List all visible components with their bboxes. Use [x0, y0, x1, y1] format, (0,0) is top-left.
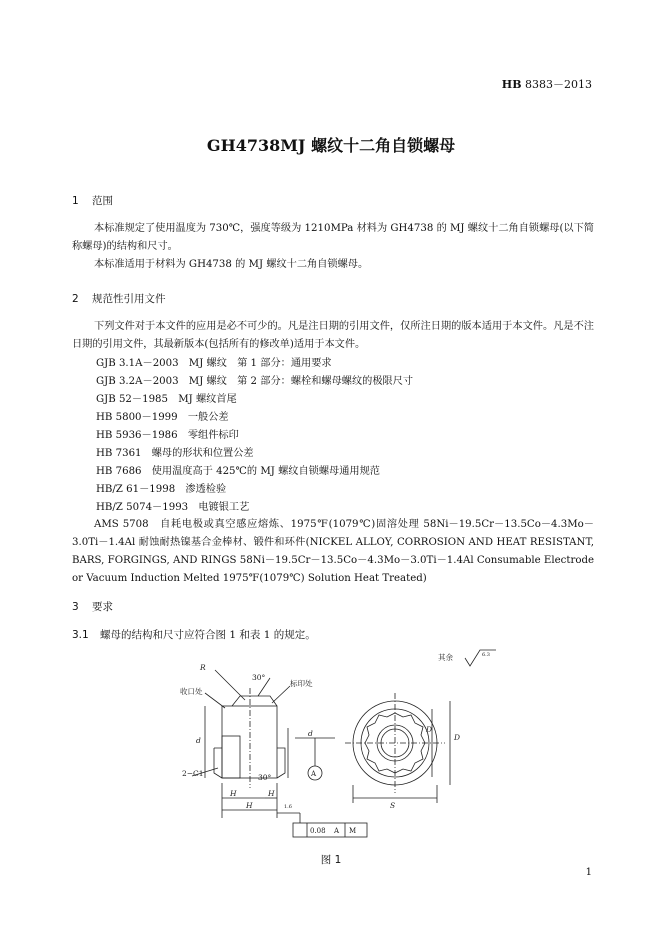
reference-ams: AMS 5708 自耗电极或真空感应熔炼、1975℉(1079℃)固溶处理 58Ni－19.5Cr－13.5Co－4.3Mo－3.0Ti－1.4Al 耐蚀耐热镍基合金棒材、锻件和环件(NICKEL ALLOY, CORROSION AND HEAT RESISTANT, BARS, FORGINGS, AND RINGS 58Ni－19.5Cr－13.5Co－4.3Mo－3.0Ti－1.4Al Consumable Electrode or Vacuum Induction Melted 1975℉(1079℃) Solution Heat Treated) — [72, 519, 594, 584]
tolerance-modifier: M — [349, 827, 357, 835]
scope-paragraph-2: 本标准适用于材料为 GH4738 的 MJ 螺纹十二角自锁螺母。 — [94, 259, 369, 270]
chamfer-label: 2−C1 — [182, 769, 204, 778]
normative-intro-paragraph: 下列文件对于本文件的应用是必不可少的。凡是注日期的引用文件，仅所注日期的版本适用于本文件。凡是不注日期的引用文件，其最新版本(包括所有的修改单)适用于本文件。 — [72, 321, 594, 350]
s-label: S — [390, 801, 396, 810]
document-title: GH4738MJ 螺纹十二角自锁螺母 — [206, 136, 456, 155]
page-number: 1 — [585, 867, 592, 878]
nut-top-chamfer — [232, 696, 277, 706]
datum-label: A — [311, 770, 317, 778]
dc-label: D — [426, 725, 433, 734]
outer-d-label: D — [454, 733, 461, 742]
section-2-heading: 2 规范性引用文件 — [72, 293, 166, 305]
section-1-heading: 1 范围 — [72, 195, 113, 207]
clause-3-1: 3.1 螺母的结构和尺寸应符合图 1 和表 1 的规定。 — [72, 629, 316, 641]
roughness-symbol — [465, 650, 496, 666]
rest-label: 其余 — [438, 653, 453, 662]
figure-1-drawing — [170, 648, 500, 858]
reference-item: GJB 52－1985 MJ 螺纹首尾 — [96, 394, 237, 405]
crimp-label: 收口处 — [180, 687, 203, 696]
section-3-heading: 3 要求 — [72, 601, 113, 613]
d-label: d — [308, 729, 313, 738]
reference-item: HB 5936－1986 零组件标印 — [96, 430, 239, 441]
reference-item: HB/Z 61－1998 渗透检验 — [96, 484, 227, 495]
marking-label: 标印处 — [290, 679, 313, 688]
tolerance-datum: A — [334, 827, 340, 835]
roughness-small: 1.6 — [284, 804, 292, 810]
h1-label: H — [230, 789, 237, 798]
reference-item: HB 7361 螺母的形状和位置公差 — [96, 448, 254, 459]
angle-bottom-label: 30° — [258, 773, 272, 782]
reference-item: HB 7686 使用温度高于 425℃的 MJ 螺纹自锁螺母通用规范 — [96, 466, 380, 477]
h-label: H — [246, 801, 253, 810]
roughness-value: 6.3 — [482, 652, 490, 658]
tolerance-value: 0.08 — [310, 827, 326, 835]
figure-caption: 图 1 — [320, 854, 342, 866]
d1-label: d — [196, 736, 201, 745]
standard-number: HB 8383－2013 — [501, 78, 592, 91]
nut-technical-drawing — [170, 648, 500, 858]
reference-item: GJB 3.1A－2003 MJ 螺纹 第 1 部分：通用要求 — [96, 358, 332, 369]
radius-label: R — [200, 663, 206, 672]
h2-label: H — [268, 789, 275, 798]
reference-item: HB/Z 5074－1993 电镀银工艺 — [96, 502, 250, 513]
angle-top-label: 30° — [252, 673, 266, 682]
reference-item: GJB 3.2A－2003 MJ 螺纹 第 2 部分：螺栓和螺母螺纹的极限尺寸 — [96, 376, 414, 387]
reference-item: HB 5800－1999 一般公差 — [96, 412, 229, 423]
nut-side-body — [222, 706, 277, 778]
section-hatch-left — [222, 736, 240, 778]
scope-paragraph-1: 本标准规定了使用温度为 730℃，强度等级为 1210MPa 材料为 GH4738 的 MJ 螺纹十二角自锁螺母(以下简称螺母)的结构和尺寸。 — [72, 223, 594, 252]
